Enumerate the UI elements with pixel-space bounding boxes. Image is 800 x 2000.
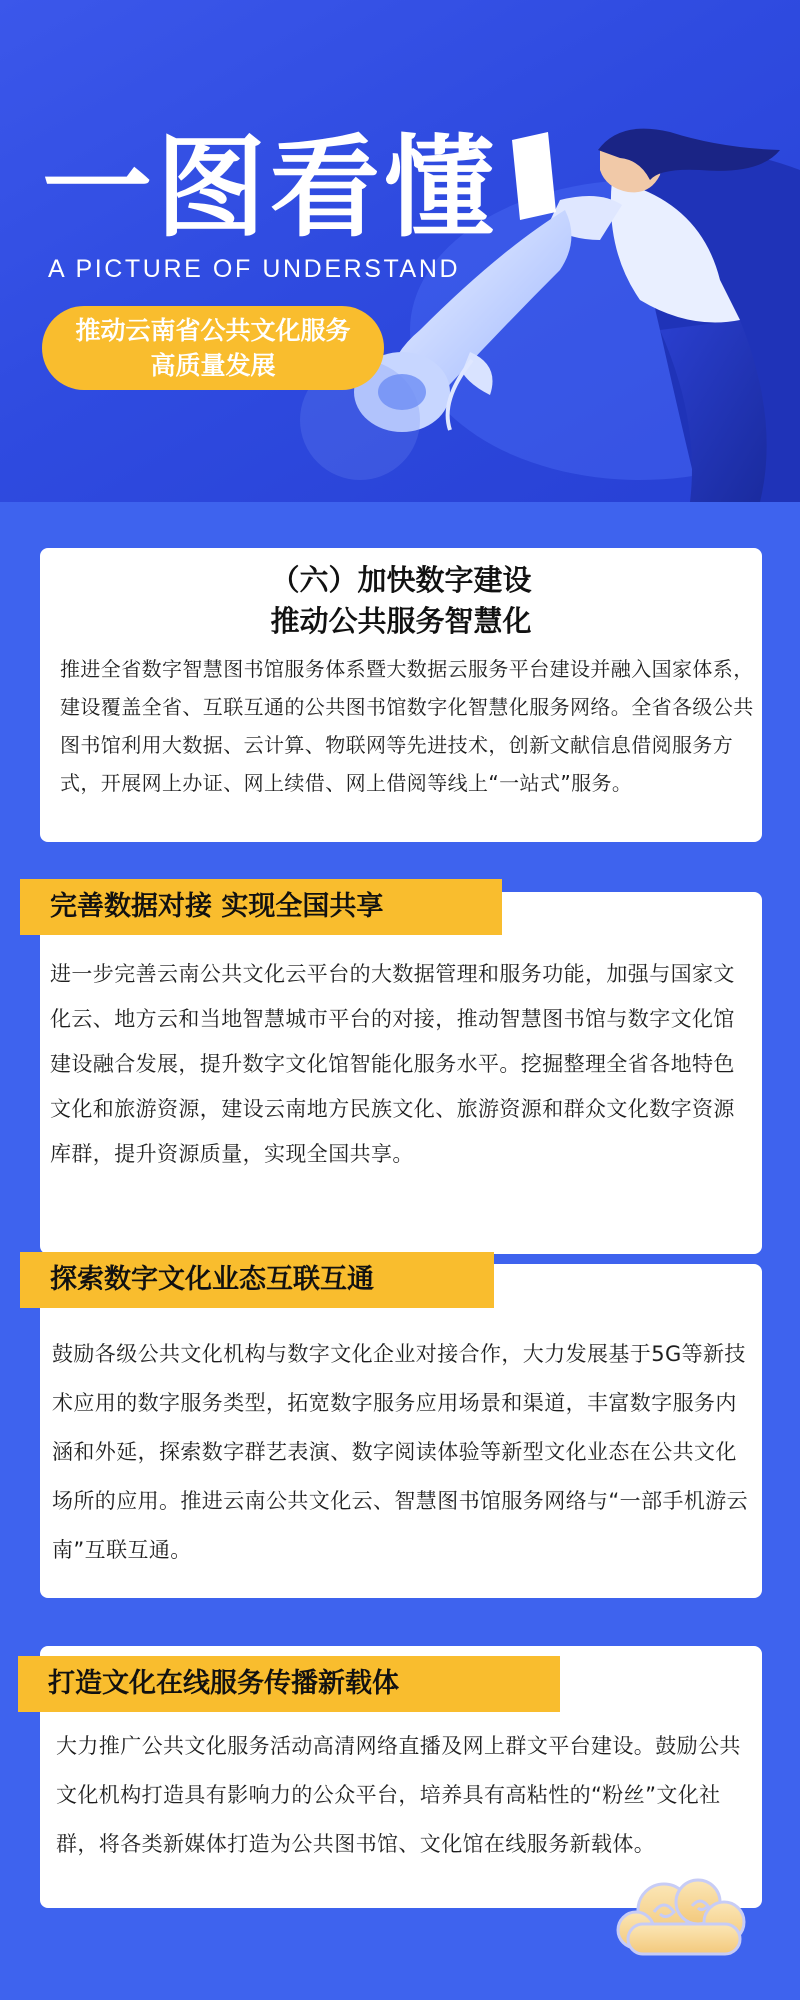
intro-title-line1: （六）加快数字建设 xyxy=(270,563,532,597)
intro-card xyxy=(40,548,762,842)
section-heading-online-service: 打造文化在线服务传播新载体 xyxy=(18,1656,560,1712)
intro-title xyxy=(40,548,762,642)
hero-subtitle: A PICTURE OF UNDERSTAND xyxy=(48,255,461,283)
hero-title: 一图看懂 xyxy=(42,124,498,252)
hero-tagline-line1: 推动云南省公共文化服务 xyxy=(75,316,351,345)
section-heading-data-sharing: 完善数据对接 实现全国共享 xyxy=(20,879,502,935)
section-text-digital-culture: 鼓励各级公共文化机构与数字文化企业对接合作，大力发展基于5G等新技术应用的数字服务类型，拓宽数字服务应用场景和渠道，丰富数字服务内涵和外延，探索数字群艺表演、数字阅读体验等新型文化业态在公共文化场所的应用。推进云南公共文化云、智慧图书馆服务网络与“一部手机游云南”互联互通。 xyxy=(52,1342,749,1562)
intro-title-line2: 推动公共服务智慧化 xyxy=(270,604,532,638)
intro-text: 推进全省数字智慧图书馆服务体系暨大数据云服务平台建设并融入国家体系，建设覆盖全省、互联互通的公共图书馆数字化智慧化服务网络。全省各级公共图书馆利用大数据、云计算、物联网等先进技术，创新文献信息借阅服务方式，开展网上办证、网上续借、网上借阅等线上“一站式”服务。 xyxy=(60,657,754,795)
hero-banner xyxy=(0,0,800,502)
section-heading-digital-culture: 探索数字文化业态互联互通 xyxy=(20,1252,494,1308)
auspicious-cloud-icon xyxy=(606,1862,756,1972)
hero-tagline-badge xyxy=(42,306,384,390)
section-text-data-sharing: 进一步完善云南公共文化云平台的大数据管理和服务功能，加强与国家文化云、地方云和当地智慧城市平台的对接，推动智慧图书馆与数字文化馆建设融合发展，提升数字文化馆智能化服务水平。挖掘整理全省各地特色文化和旅游资源，建设云南地方民族文化、旅游资源和群众文化数字资源库群，提升资源质量，实现全国共享。 xyxy=(50,962,735,1166)
hero-tagline-line2: 高质量发展 xyxy=(150,351,276,380)
section-text-online-service: 大力推广公共文化服务活动高清网络直播及网上群文平台建设。鼓励公共文化机构打造具有影响力的公众平台，培养具有高粘性的“粉丝”文化社群，将各类新媒体打造为公共图书馆、文化馆在线服务新载体。 xyxy=(56,1734,741,1856)
